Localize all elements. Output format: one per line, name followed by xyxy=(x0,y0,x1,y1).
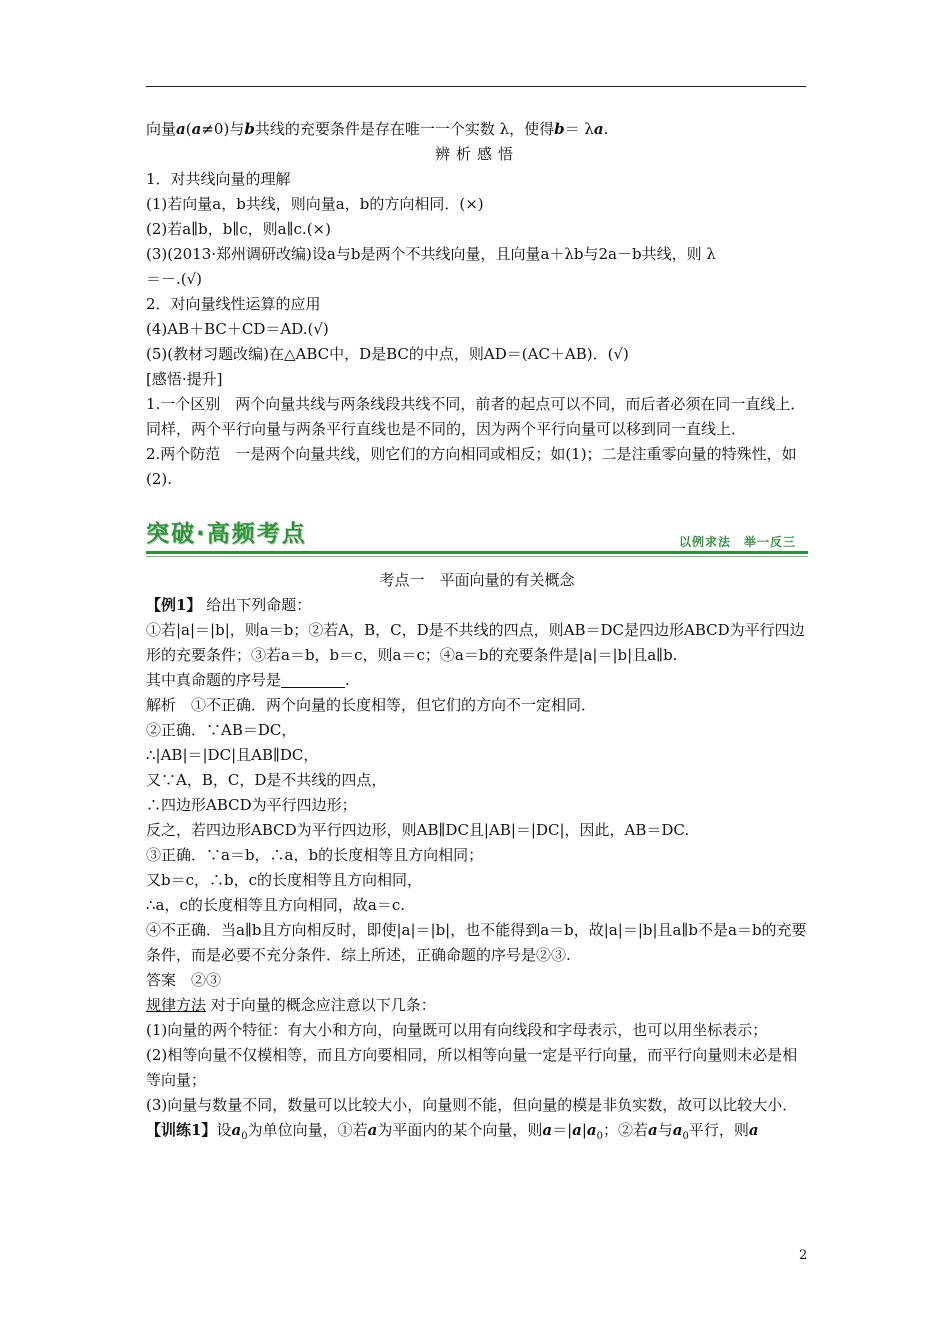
text: 平行，则 xyxy=(688,1121,749,1139)
key-point-title: 考点一 平面向量的有关概念 xyxy=(379,571,575,589)
analysis-2: ②正确．∵AB＝DC， xyxy=(146,721,297,739)
var: a xyxy=(748,1121,759,1139)
text: 其中真命题的序号是 xyxy=(146,671,282,689)
var: a xyxy=(367,1121,378,1139)
analysis-6: 反之，若四边形ABCD为平行四边形，则AB∥DC且|AB|＝|DC|，因此，AB＝DC. xyxy=(146,821,690,839)
subscript: 0 xyxy=(241,1131,248,1142)
item-4: (4)AB＋BC＋CD＝AD.(√) xyxy=(146,320,329,338)
analysis-3: ∴|AB|＝|DC|且AB∥DC， xyxy=(146,746,319,764)
text: | xyxy=(581,1121,587,1139)
text: 向量 xyxy=(146,120,177,138)
banner-tagline: 以例求法 举一反三 xyxy=(678,535,796,549)
text: 对于向量的概念应注意以下几条： xyxy=(206,996,436,1014)
page-number: 2 xyxy=(799,1248,808,1263)
item-3b: ＝－.(√) xyxy=(146,270,203,288)
rule-3: (3)向量与数量不同，数量可以比较大小，向量则不能，但向量的模是非负实数，故可以比较大小． xyxy=(146,1096,798,1114)
text: ＝ λ xyxy=(564,120,594,138)
section-title: 辨析感悟 xyxy=(434,145,519,163)
text: ＝| xyxy=(552,1121,573,1139)
analysis-1: 解析 ①不正确．两个向量的长度相等，但它们的方向不一定相同． xyxy=(146,696,597,714)
rule-label: 规律方法 xyxy=(146,996,207,1014)
analysis-9: ∴a，c的长度相等且方向相同，故a＝c. xyxy=(146,896,406,914)
var: b xyxy=(554,120,565,138)
var: a xyxy=(672,1121,683,1139)
var: a xyxy=(542,1121,553,1139)
analysis-7: ③正确．∵a＝b，∴a，b的长度相等且方向相同； xyxy=(146,846,484,864)
banner-title: 突破·高频考点 xyxy=(146,521,307,547)
text: ( xyxy=(185,120,192,138)
training-1 xyxy=(146,1118,808,1149)
text: . xyxy=(603,120,609,138)
var: a xyxy=(586,1121,597,1139)
banner-rule xyxy=(146,551,808,554)
item-1: (1)若向量a，b共线，则向量a，b的方向相同．(×) xyxy=(146,195,484,213)
analysis-5: ∴四边形ABCD为平行四边形； xyxy=(146,796,357,814)
var: b xyxy=(244,120,255,138)
insight-2: 2.两个防范 一是两个向量共线，则它们的方向相同或相反；如(1)；二是注重零向量的特殊性，如(2). xyxy=(146,445,797,488)
var: a xyxy=(191,120,202,138)
insight-1: 1.一个区别 两个向量共线与两条线段共线不同，前者的起点可以不同，而后者必须在同一直线上．同样，两个平行向量与两条平行直线也是不同的，因为两个平行向量可以移到同一直线上． xyxy=(146,395,806,438)
text: ≠0)与 xyxy=(201,120,245,138)
header-rule xyxy=(146,86,806,87)
answer-line: 答案 ②③ xyxy=(146,971,222,989)
text: 与 xyxy=(657,1121,673,1139)
item-5: (5)(教材习题改编)在△ABC中，D是BC的中点，则AD＝(AC＋AB)．(√) xyxy=(146,345,629,363)
item-3a: (3)(2013·郑州调研改编)设a与b是两个不共线向量，且向量a＋λb与2a－b共线，则 λ xyxy=(146,245,716,263)
rule-intro-line xyxy=(146,993,808,1018)
text: 为平面内的某个向量，则 xyxy=(377,1121,543,1139)
example-1-question xyxy=(146,668,808,693)
text: 为单位向量，①若 xyxy=(247,1121,368,1139)
rule-2: (2)相等向量不仅模相等，而且方向要相同，所以相等向量一定是平行向量，而平行向量则未必是相等向量； xyxy=(146,1046,798,1089)
text: 设 xyxy=(216,1121,232,1139)
var: a xyxy=(231,1121,242,1139)
subhead-2: 2．对向量线性运算的应用 xyxy=(146,295,321,313)
var: a xyxy=(648,1121,658,1139)
text: ；②若 xyxy=(603,1121,649,1139)
document-body xyxy=(146,117,808,1149)
var: a xyxy=(176,120,186,138)
item-2: (2)若a∥b，b∥c，则a∥c.(×) xyxy=(146,220,331,238)
subscript: 0 xyxy=(682,1131,689,1142)
subhead-1: 1．对共线向量的理解 xyxy=(146,170,291,188)
text: 给出下列命题： xyxy=(201,596,312,614)
intro-line xyxy=(146,117,808,142)
insight-heading: [感悟·提升] xyxy=(146,370,223,388)
subscript: 0 xyxy=(596,1131,604,1142)
example-1-intro xyxy=(146,593,808,618)
text: . xyxy=(345,671,350,689)
banner-rule-thin xyxy=(146,556,808,557)
section-banner xyxy=(146,520,808,560)
example-1-body: ①若|a|＝|b|，则a＝b；②若A，B，C，D是不共线的四点，则AB＝DC是四边形ABCD为平行四边形的充要条件；③若a＝b，b＝c，则a＝c；④a＝b的充要条件是|a|＝|b|且a∥b. xyxy=(146,621,805,664)
training-tag: 【训练1】 xyxy=(146,1121,217,1139)
analysis-8: 又b＝c，∴b，c的长度相等且方向相同， xyxy=(146,871,423,889)
text: 共线的充要条件是存在唯一一个实数 λ，使得 xyxy=(254,120,555,138)
var: a xyxy=(593,120,604,138)
answer-blank xyxy=(281,672,345,688)
rule-1: (1)向量的两个特征：有大小和方向，向量既可以用有向线段和字母表示，也可以用坐标表示； xyxy=(146,1021,768,1039)
var: a xyxy=(572,1121,582,1139)
analysis-4: 又∵A，B，C，D是不共线的四点， xyxy=(146,771,387,789)
analysis-10: ④不正确．当a∥b且方向相反时，即使|a|＝|b|，也不能得到a＝b，故|a|＝|b|且a∥b不是a＝b的充要条件，而是必要不充分条件．综上所述，正确命题的序号是②③. xyxy=(146,921,807,964)
example-tag: 【例1】 xyxy=(146,596,202,614)
